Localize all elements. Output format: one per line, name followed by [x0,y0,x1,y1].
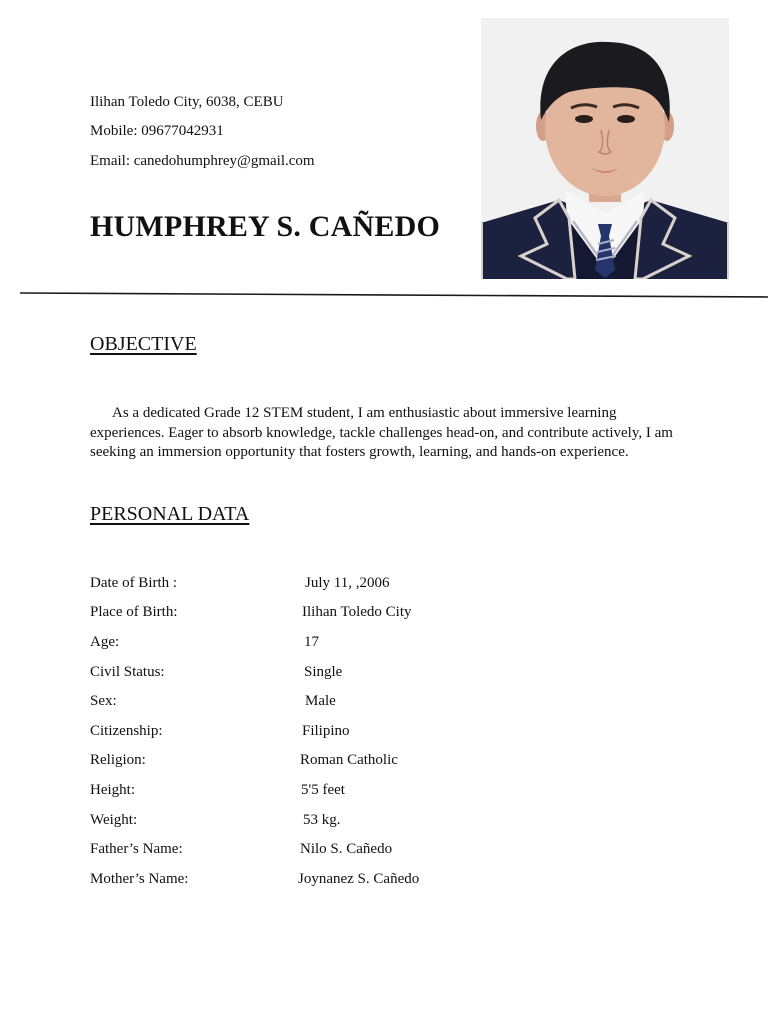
applicant-name: HUMPHREY S. CAÑEDO [90,210,440,243]
pd-row-date-of-birth [90,573,590,593]
pd-row-citizenship [90,721,590,741]
pd-row-fathers-name [90,839,590,859]
pd-value: Single [304,664,343,680]
contact-address: Ilihan Toledo City, 6038, CEBU [90,94,284,110]
pd-label: Weight: [90,812,138,828]
pd-row-place-of-birth [90,602,590,622]
contact-email: Email: canedohumphrey@gmail.com [90,153,315,169]
pd-label: Religion: [90,752,146,768]
objective-heading: OBJECTIVE [90,333,197,355]
pd-label: Place of Birth: [90,604,178,620]
pd-row-age [90,632,590,652]
pd-value: Nilo S. Cañedo [300,841,393,857]
pd-value: Roman Catholic [300,752,398,768]
pd-value: 5'5 feet [301,782,345,798]
pd-value: Joynanez S. Cañedo [298,871,420,887]
pd-row-religion [90,750,590,770]
pd-value: Filipino [302,723,350,739]
objective-text: As a dedicated Grade 12 STEM student, I am enthusiastic about immersive learning experiences. Eager to absorb knowledge, tackle challenges head-on, and contribute actively, I am seeking an immersion opportunity that fosters growth, learning, and hands-on experience. [90,405,673,460]
header-divider [0,286,768,300]
contact-mobile: Mobile: 09677042931 [90,123,224,139]
pd-label: Height: [90,782,135,798]
pd-label: Sex: [90,693,117,709]
pd-row-mothers-name [90,869,590,889]
pd-value: 17 [304,634,319,650]
pd-label: Age: [90,634,120,650]
pd-row-height [90,780,590,800]
pd-row-weight [90,810,590,830]
pd-label: Civil Status: [90,664,165,680]
pd-value: 53 kg. [303,812,341,828]
pd-row-sex [90,691,590,711]
pd-label: Citizenship: [90,723,163,739]
pd-value: Male [305,693,336,709]
pd-label: Mother’s Name: [90,871,189,887]
pd-row-civil-status [90,662,590,682]
profile-photo [481,18,729,279]
pd-label: Father’s Name: [90,841,183,857]
personal-data-heading: PERSONAL DATA [90,503,250,525]
pd-value: July 11, ,2006 [305,575,390,591]
pd-label: Date of Birth : [90,575,178,591]
pd-value: Ilihan Toledo City [302,604,412,620]
